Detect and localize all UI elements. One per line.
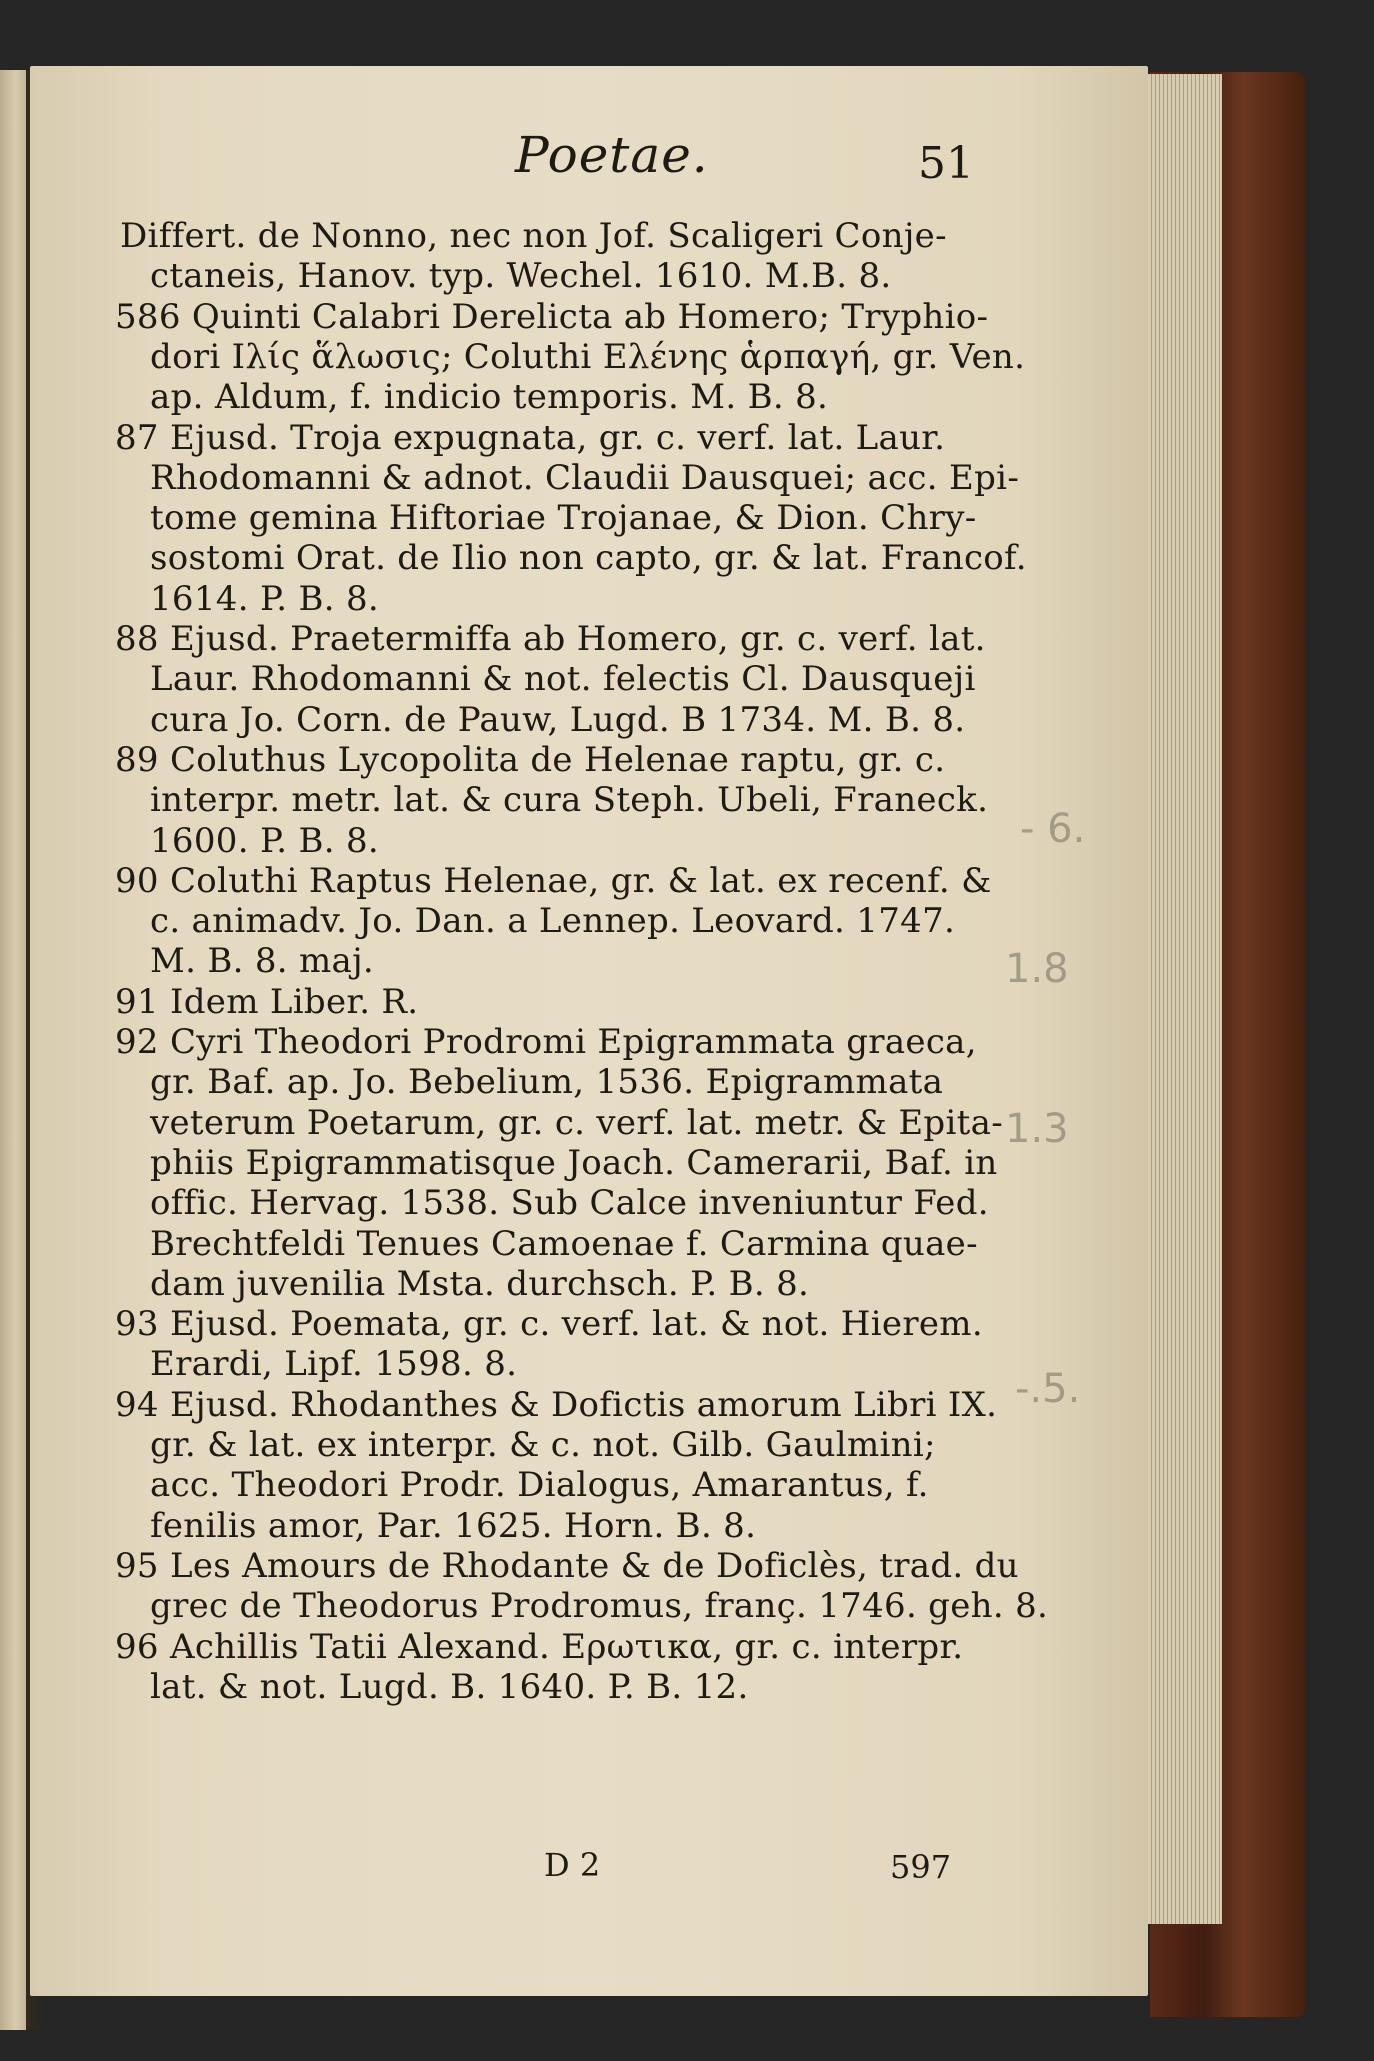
- text-line: 94 Ejusd. Rhodanthes & Dofictis amorum Libri IX.: [115, 1384, 998, 1425]
- facing-page-edge: [0, 70, 26, 2030]
- text-line: Rhodomanni & adnot. Claudii Dausquei; acc. Epi-: [150, 457, 1020, 498]
- text-line: dam juvenilia Msta. durchsch. P. B. 8.: [150, 1263, 810, 1304]
- text-line: dori Ιλίς ἅλωσις; Coluthi Ελένης ἁρπαγή, gr. Ven.: [150, 336, 1026, 377]
- text-line: 95 Les Amours de Rhodante & de Doficlès, trad. du: [115, 1545, 1019, 1586]
- text-line: M. B. 8. maj.: [150, 941, 375, 982]
- text-line: grec de Theodorus Prodromus, franç. 1746. geh. 8.: [150, 1586, 1049, 1627]
- text-line: 88 Ejusd. Praetermiffa ab Homero, gr. c. verf. lat.: [115, 619, 986, 659]
- text-line: tome gemina Hiftoriae Trojanae, & Dion. Chry-: [150, 498, 977, 539]
- catchword: 597: [890, 1848, 952, 1886]
- text-line: ap. Aldum, f. indicio temporis. M. B. 8.: [150, 377, 829, 418]
- text-line: 87 Ejusd. Troja expugnata, gr. c. verf. lat. Laur.: [115, 417, 946, 458]
- text-line: 93 Ejusd. Poemata, gr. c. verf. lat. & not. Hierem.: [115, 1304, 983, 1345]
- signature-mark: D 2: [544, 1846, 601, 1884]
- text-line: 586 Quinti Calabri Derelicta ab Homero; Tryphio-: [115, 296, 989, 337]
- text-line: fenilis amor, Par. 1625. Horn. B. 8.: [150, 1505, 757, 1546]
- text-line: gr. & lat. ex interpr. & c. not. Gilb. Gaulmini;: [150, 1425, 936, 1465]
- text-line: ctaneis, Hanov. typ. Wechel. 1610. M.B. 8.: [150, 256, 892, 297]
- book-page: [30, 66, 1148, 1996]
- text-line: 90 Coluthi Raptus Helenae, gr. & lat. ex recenf. &: [115, 860, 992, 901]
- text-line: 92 Cyri Theodori Prodromi Epigrammata graeca,: [115, 1022, 977, 1062]
- text-line: veterum Poetarum, gr. c. verf. lat. metr. & Epita-: [150, 1102, 1003, 1143]
- text-line: acc. Theodori Prodr. Dialogus, Amarantus, f.: [150, 1465, 929, 1506]
- text-line: 91 Idem Liber. R.: [115, 981, 419, 1022]
- pencil-mark: - 6.: [1020, 806, 1086, 852]
- text-line: Erardi, Lipf. 1598. 8.: [150, 1344, 518, 1385]
- text-line: lat. & not. Lugd. B. 1640. P. B. 12.: [150, 1666, 749, 1707]
- text-line: Laur. Rhodomanni & not. felectis Cl. Dausqueji: [150, 659, 976, 700]
- text-line: Differt. de Nonno, nec non Jof. Scaligeri Conje-: [120, 216, 947, 256]
- text-line: 1614. P. B. 8.: [150, 578, 379, 619]
- text-line: gr. Baf. ap. Jo. Bebelium, 1536. Epigrammata: [150, 1062, 944, 1103]
- text-line: sostomi Orat. de Ilio non capto, gr. & lat. Francof.: [150, 538, 1027, 579]
- text-line: 96 Achillis Tatii Alexand. Ερωτικα, gr. c. interpr.: [115, 1626, 964, 1667]
- pencil-mark: -.5.: [1015, 1366, 1081, 1412]
- text-line: c. animadv. Jo. Dan. a Lennep. Leovard. 1747.: [150, 901, 956, 942]
- text-line: 1600. P. B. 8.: [150, 820, 379, 861]
- running-header: Poetae.: [515, 126, 709, 184]
- text-line: offic. Hervag. 1538. Sub Calce inveniuntur Fed.: [150, 1183, 989, 1224]
- pencil-mark: 1.8: [1005, 946, 1069, 992]
- text-line: Brechtfeldi Tenues Camoenae f. Carmina quae-: [150, 1223, 978, 1264]
- page-number: 51: [918, 138, 974, 189]
- text-line: 89 Coluthus Lycopolita de Helenae raptu, gr. c.: [115, 739, 946, 780]
- pencil-mark: 1.3: [1005, 1106, 1069, 1152]
- text-line: cura Jo. Corn. de Pauw, Lugd. B 1734. M. B. 8.: [150, 699, 966, 740]
- text-line: phiis Epigrammatisque Joach. Camerarii, Baf. in: [150, 1142, 998, 1183]
- text-line: interpr. metr. lat. & cura Steph. Ubeli, Franeck.: [150, 780, 989, 821]
